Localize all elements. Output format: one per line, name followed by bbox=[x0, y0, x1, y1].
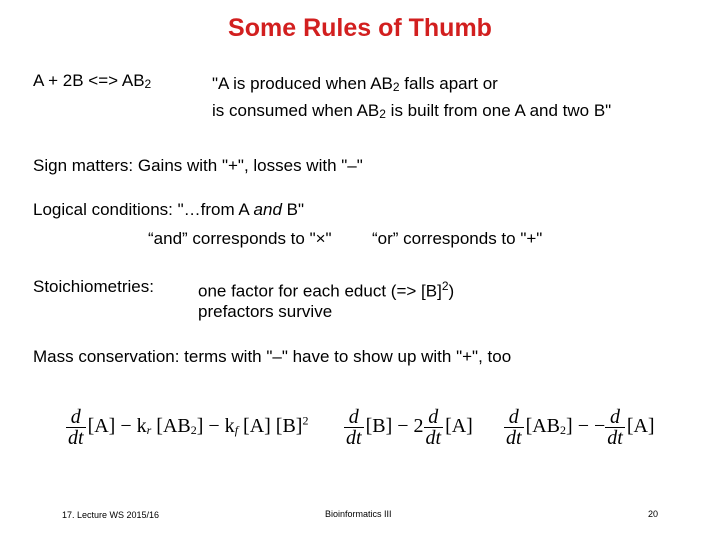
desc-subscript: 2 bbox=[392, 80, 400, 94]
logical-text: Logical conditions: "…from A bbox=[33, 200, 254, 219]
equation-term: − 2 bbox=[392, 415, 424, 438]
description-line-1 bbox=[212, 72, 611, 99]
derivative-denominator: dt bbox=[68, 427, 84, 449]
derivative-operator bbox=[605, 407, 625, 448]
derivative-operator bbox=[504, 407, 524, 448]
stoichiometries-line-1 bbox=[198, 276, 454, 302]
derivative-denominator: dt bbox=[607, 427, 623, 449]
mass-conservation: Mass conservation: terms with "–" have to show up with "+", too bbox=[33, 347, 512, 366]
desc-subscript: 2 bbox=[379, 107, 386, 121]
equation-superscript: 2 bbox=[302, 413, 309, 428]
equation-variable: [A] bbox=[445, 415, 473, 438]
derivative-numerator: d bbox=[504, 407, 524, 428]
equation-b bbox=[344, 407, 473, 448]
equation-variable: [AB bbox=[525, 415, 561, 438]
derivative-denominator: dt bbox=[425, 427, 442, 449]
equation-term: − − bbox=[572, 415, 606, 438]
stoichiometries-label: Stoichiometries: bbox=[33, 277, 154, 296]
rate-subscript: r bbox=[146, 423, 152, 438]
desc-text: "A is produced when AB bbox=[212, 74, 393, 93]
equation-subscript: 2 bbox=[560, 423, 567, 438]
equation-term: [AB bbox=[151, 415, 191, 438]
or-rule: “or” corresponds to "+" bbox=[372, 229, 543, 248]
stoich-text: one factor for each educt (=> [B] bbox=[198, 281, 442, 301]
logical-text: B" bbox=[281, 200, 305, 219]
derivative-operator bbox=[344, 407, 364, 448]
reaction-text: A + 2B <=> AB bbox=[33, 71, 145, 90]
equation-term: ] − k bbox=[196, 415, 235, 438]
equation-term: [A] [B] bbox=[238, 415, 303, 438]
description-line-2 bbox=[212, 99, 611, 126]
footer-course: Bioinformatics III bbox=[325, 509, 392, 519]
derivative-denominator: dt bbox=[346, 427, 362, 449]
equation-variable: [A] bbox=[626, 415, 655, 438]
rate-subscript: f bbox=[234, 423, 239, 438]
equation-variable: [A] bbox=[87, 415, 116, 438]
sign-rule: Sign matters: Gains with "+", losses with "–" bbox=[33, 156, 363, 175]
derivative-numerator: d bbox=[344, 407, 364, 428]
footer-lecture: 17. Lecture WS 2015/16 bbox=[62, 510, 160, 520]
logical-conditions bbox=[33, 199, 304, 220]
logical-and: and bbox=[253, 200, 282, 219]
derivative-numerator: d bbox=[424, 407, 444, 428]
stoich-superscript: 2 bbox=[441, 279, 449, 293]
equation-c bbox=[504, 407, 655, 448]
derivative-operator bbox=[66, 407, 86, 448]
desc-text: is built from one A and two B" bbox=[385, 101, 612, 120]
derivative-numerator: d bbox=[605, 407, 625, 428]
page-number: 20 bbox=[648, 509, 659, 519]
equation-term: − k bbox=[115, 415, 147, 438]
stoichiometries-line-2: prefactors survive bbox=[198, 302, 333, 321]
reaction-equation bbox=[33, 70, 151, 95]
reaction-subscript: 2 bbox=[144, 77, 152, 91]
derivative-numerator: d bbox=[66, 407, 86, 428]
desc-text: falls apart or bbox=[399, 74, 498, 93]
derivative-denominator: dt bbox=[506, 427, 522, 449]
equation-variable: ] bbox=[566, 415, 573, 438]
desc-text: is consumed when AB bbox=[212, 101, 380, 120]
derivative-operator bbox=[424, 407, 444, 448]
and-rule: “and” corresponds to "×" bbox=[148, 229, 332, 248]
slide-title: Some Rules of Thumb bbox=[228, 14, 492, 42]
equation-a bbox=[66, 407, 308, 448]
reaction-description bbox=[212, 72, 611, 126]
stoich-text: ) bbox=[448, 281, 455, 301]
equation-subscript: 2 bbox=[190, 423, 197, 438]
equation-variable: [B] bbox=[365, 415, 393, 438]
